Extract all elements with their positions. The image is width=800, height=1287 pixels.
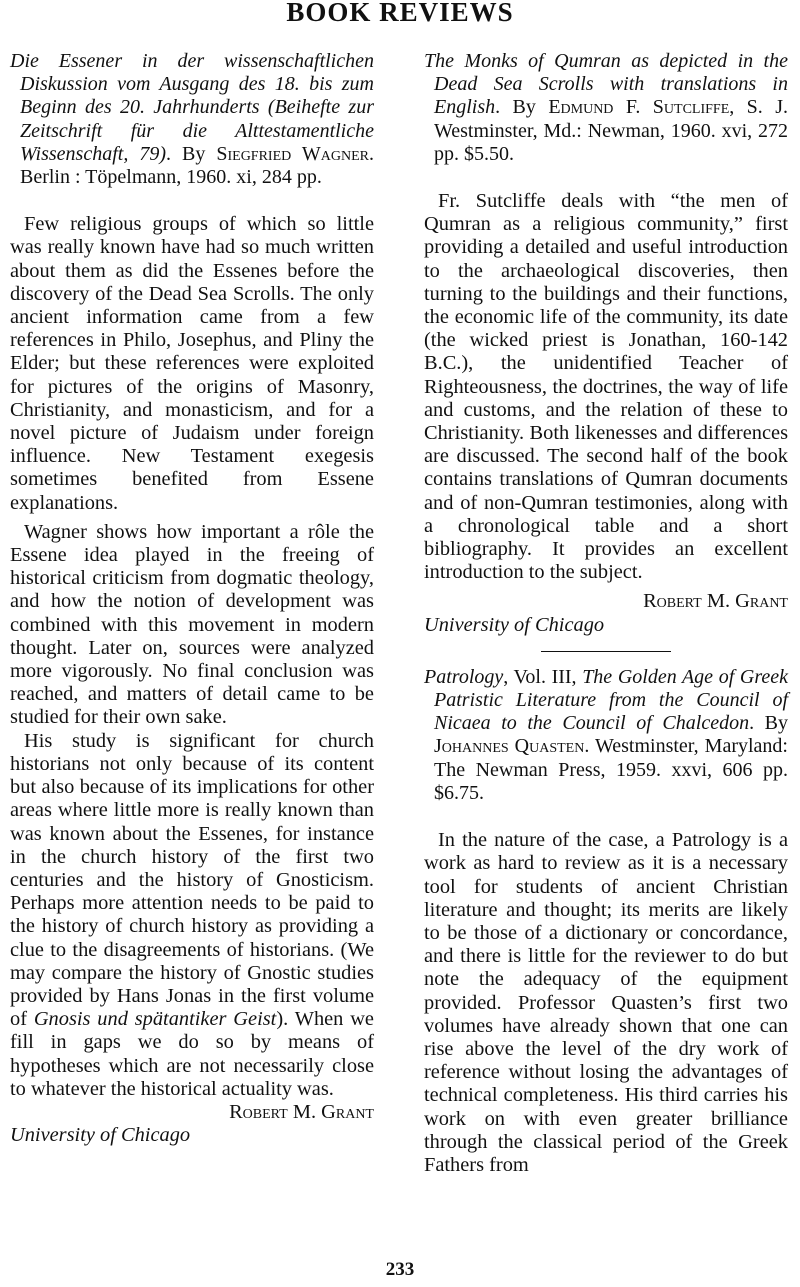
reviewer-institution: University of Chicago	[424, 613, 605, 636]
paragraph: Fr. Sutcliffe deals with “the men of Qumran as a religious community,” first providing a detailed and useful introduction to the archaeological discoveries, then turning to the buildings and their functions, the economic life of the community, its date (the wicked priest is Jonathan, 160-142 B.C.), the unidentified Teacher of Righteousness, the doctrines, the way of life and customs, and the relation of these to Christianity. Both likenesses and differences are discussed. The second half of the book contains translations of Qumran documents and of non-Qumran testimonies, along with a chronological table and a short bibliography. It provides an excellent introduction to the subject.	[424, 190, 788, 584]
paragraph: Few religious groups of which so little was really known have had so much written about them as did the Essenes before the discovery of the Dead Sea Scrolls. The only ancient information came from a few references in Philo, Josephus, and Pliny the Elder; but these references were exploited for pictures of the origins of Masonry, Christianity, and monasticism, and for a novel picture of Judaism under foreign influence. New Testament exegesis sometimes benefited from Essene explanations.	[10, 213, 374, 514]
cited-book-title: Gnosis und spätantiker Geist	[33, 1008, 277, 1031]
review-citation: The Monks of Qumran as depicted in the Dead Sea Scrolls with translations in English. By Edmund F. Sutcliffe, S. J. Westminster, Md.: Newman, 1960. xvi, 272 pp. $5.50.	[424, 50, 788, 165]
review-citation: Die Essener in der wissenschaftlichen Diskussion vom Ausgang des 18. bis zum Beginn des 20. Jahrhunderts (Beihefte zur Zeitschrift für die Alttestamentliche Wissenschaft, 79). By Siegfried Wagner. Berlin : Töpelmann, 1960. xi, 284 pp.	[10, 50, 374, 189]
publication-info: , S. J. Westminster, Md.: Newman, 1960. xvi, 272 pp. $5.50.	[434, 96, 788, 165]
paragraph: In the nature of the case, a Patrology is a work as hard to review as it is a necessary tool for students of ancient Christian literature and thought; its merits are likely to be those of a dictionary or concordance, and there is little for the reviewer to do but note the adequacy of the equipment provided. Professor Quasten’s first two volumes have already shown that one can rise above the level of the dry work of reference without losing the advantages of technical completeness. His third carries his work on with even greater brilliance through the classical period of the Greek Fathers from	[424, 829, 788, 1176]
reviewer-name: Robert M. Grant	[229, 1100, 374, 1123]
paragraph: His study is significant for church historians not only because of its content but also because of its implications for other areas where little more is really known than was known about the Essenes, for instance in the church history of the first two centuries and the history of Gnosticism. Perhaps more attention needs to be paid to the history of church history as providing a clue to the disagreements of historians. (We may compare the history of Gnostic studies provided by Hans Jonas in the first volume of Gnosis und spätantiker Geist). When we fill in gaps we do so by means of hypotheses which are not necessarily close to whatever the historical actuality was.	[10, 729, 374, 1100]
page-number: 233	[385, 1259, 415, 1280]
left-column	[10, 50, 374, 1147]
page-header: BOOK REVIEWS	[286, 0, 514, 27]
book-title: The Monks of Qumran as depicted in the Dead Sea Scrolls with translations in English	[424, 50, 788, 119]
publication-info: . Westminster, Maryland: The Newman Press, 1959. xxvi, 606 pp. $6.75.	[434, 735, 788, 804]
book-title: Die Essener in der wissenschaftlichen Diskussion vom Ausgang des 18. bis zum Beginn des 20. Jahrhunderts (Beihefte zur Zeitschrift für die Alttestamentliche Wissenschaft, 79)	[10, 50, 374, 165]
book-subtitle: The Golden Age of Greek Patristic Literature from the Council of Nicaea to the Council of Chalcedon	[434, 665, 788, 735]
book-author: Johannes Quasten	[434, 735, 585, 758]
review-body	[424, 829, 788, 1177]
book-author: Siegfried Wagner	[216, 142, 369, 165]
reviewer-signature	[424, 590, 788, 636]
section-divider	[541, 651, 671, 652]
book-title: Patrology	[424, 665, 504, 688]
reviewer-institution: University of Chicago	[10, 1124, 191, 1147]
book-author: Edmund F. Sutcliffe	[548, 96, 730, 119]
reviewer-signature	[10, 1101, 374, 1147]
review-citation: Patrology, Vol. III, The Golden Age of Greek Patristic Literature from the Council of Nicaea to the Council of Chalcedon. By Johannes Quasten. Westminster, Maryland: The Newman Press, 1959. xxvi, 606 pp. $6.75.	[424, 665, 788, 804]
paragraph: Wagner shows how important a rôle the Essene idea played in the freeing of historical criticism from dogmatic theology, and how the notion of development was combined with this movement in modern thought. Later on, sources were analyzed more vigorously. No final conclusion was reached, and matters of detail came to be studied for their own sake.	[10, 520, 374, 729]
review-body	[424, 190, 788, 584]
publication-info: . Berlin : Töpelmann, 1960. xi, 284 pp.	[20, 142, 374, 189]
review-body	[10, 213, 374, 1101]
right-column	[424, 50, 788, 1177]
reviewer-name: Robert M. Grant	[643, 590, 788, 613]
